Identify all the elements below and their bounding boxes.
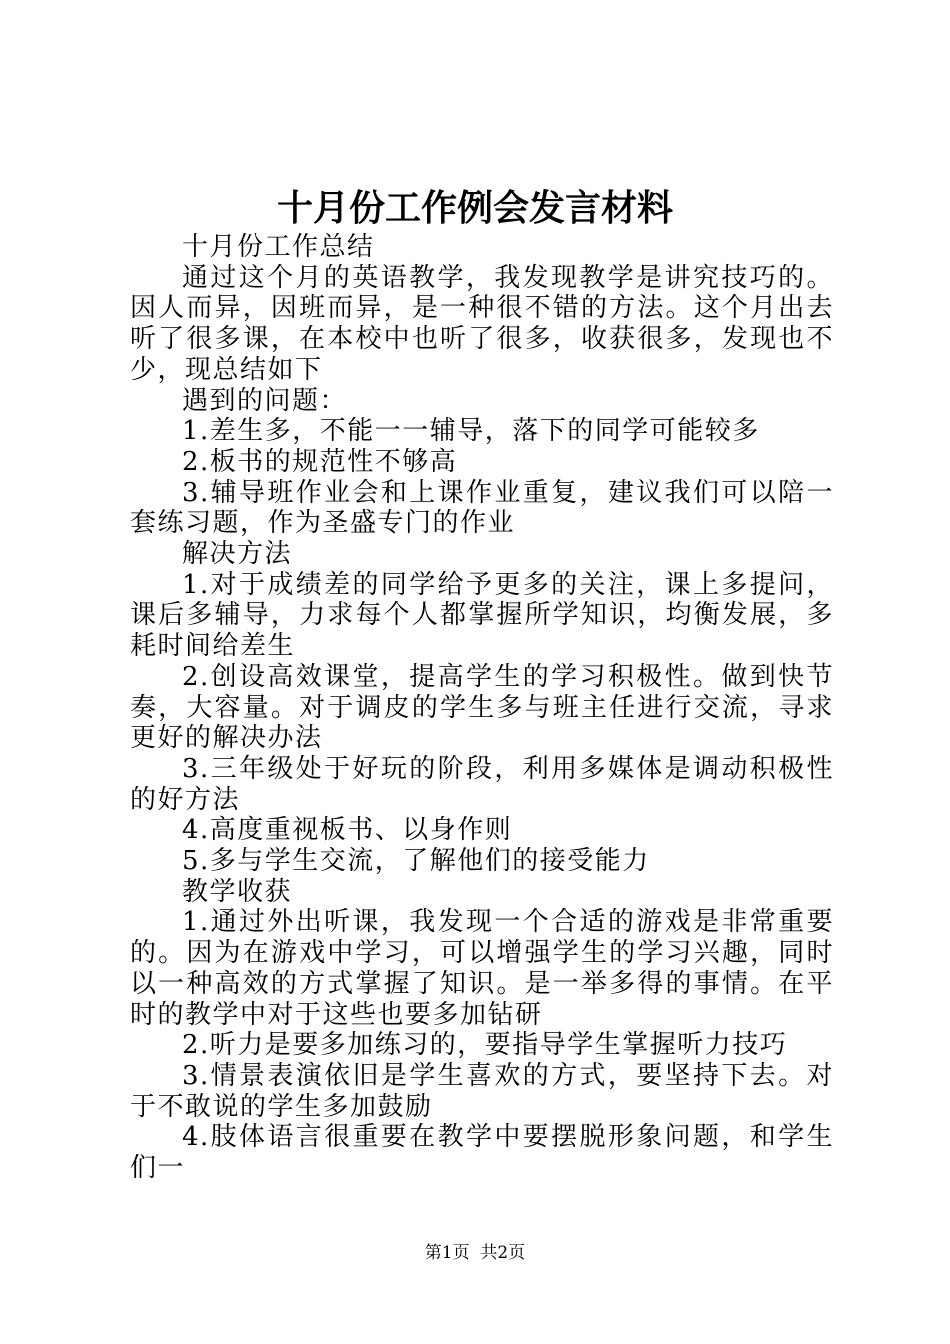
paragraph-intro: 通过这个月的英语教学，我发现教学是讲究技巧的。因人而异，因班而异，是一种很不错的方法。这个月出去听了很多课，在本校中也听了很多，收获很多，发现也不少，现总结如下 (130, 262, 834, 385)
paragraph-gain-4: 4.肢体语言很重要在教学中要摆脱形象问题，和学生们一 (130, 1122, 834, 1184)
paragraph-solution-5: 5.多与学生交流，了解他们的接受能力 (182, 846, 650, 877)
paragraph-problems-heading: 遇到的问题： (182, 385, 348, 416)
paragraph-solution-4: 4.高度重视板书、以身作则 (182, 815, 513, 846)
page-number: 第1页 共2页 (424, 1243, 526, 1263)
paragraph-solution-3: 3.三年级处于好玩的阶段，利用多媒体是调动积极性的好方法 (130, 753, 834, 815)
paragraph-problem-1: 1.差生多，不能一一辅导，落下的同学可能较多 (182, 416, 760, 447)
document-title: 十月份工作例会发言材料 (276, 187, 673, 229)
paragraph-solution-1: 1.对于成绩差的同学给予更多的关注，课上多提问，课后多辅导，力求每个人都掌握所学知识，均衡发展，多耗时间给差生 (130, 569, 834, 662)
paragraph-problem-3: 3.辅导班作业会和上课作业重复，建议我们可以陪一套练习题，作为圣盛专门的作业 (130, 477, 834, 539)
paragraph-solutions-heading: 解决方法 (182, 539, 293, 570)
paragraph-problem-2: 2.板书的规范性不够高 (182, 446, 458, 477)
page-footer (0, 1242, 950, 1264)
paragraph-gain-3: 3.情景表演依旧是学生喜欢的方式，要坚持下去。对于不敢说的学生多加鼓励 (130, 1060, 834, 1122)
paragraph-gains-heading: 教学收获 (182, 876, 293, 907)
document-body (130, 232, 834, 1184)
paragraph-gain-2: 2.听力是要多加练习的，要指导学生掌握听力技巧 (182, 1030, 788, 1061)
paragraph-solution-2: 2.创设高效课堂，提高学生的学习积极性。做到快节奏，大容量。对于调皮的学生多与班主任进行交流，寻求更好的解决办法 (130, 661, 834, 754)
paragraph-summary-heading: 十月份工作总结 (182, 232, 375, 262)
paragraph-gain-1: 1.通过外出听课，我发现一个合适的游戏是非常重要的。因为在游戏中学习，可以增强学生的学习兴趣，同时以一种高效的方式掌握了知识。是一举多得的事情。在平时的教学中对于这些也要多加钻研 (130, 907, 834, 1030)
